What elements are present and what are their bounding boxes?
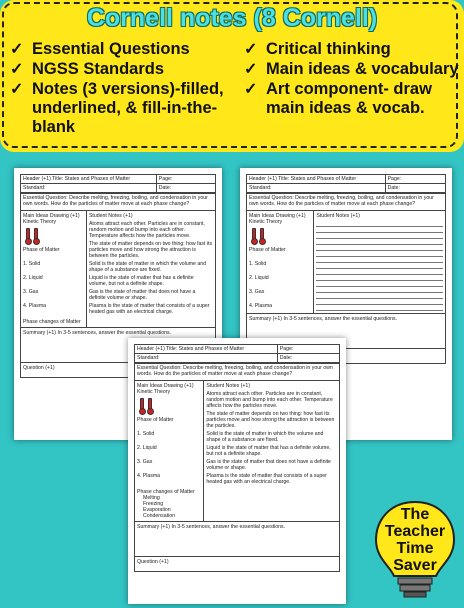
question-box: Question (+1) bbox=[134, 557, 340, 572]
summary-box: Summary (+1) In 3-5 sentences, answer the essential questions. bbox=[134, 522, 340, 557]
feature-item: ✓ Main ideas & vocabulary bbox=[244, 60, 459, 78]
check-icon: ✓ bbox=[10, 41, 24, 58]
main-ideas-column: Main Ideas Drawing (+1) Kinetic Theory Phase of Matter 1. Solid 2. Liquid 3. Gas 4. Plasma bbox=[247, 211, 314, 313]
check-icon: ✓ bbox=[10, 81, 24, 98]
student-notes-column: Student Notes (+1) bbox=[314, 211, 445, 313]
check-icon: ✓ bbox=[10, 61, 24, 78]
logo-text: The Teacher Time Saver bbox=[384, 506, 446, 574]
essential-question: Essential Question: Describe melting, freezing, boiling, and condensation in your own words. How do the particles of matter move at each phase change? bbox=[134, 364, 340, 381]
worksheet-filled: Header (+1) Title: States and Phases of Matter Page: Standard: Date: Essential Question: Describe melting, freezing, boiling, and condensation in your own words. How do the particles of matter move at each phase change? Main Ideas Drawing (+1) Kinetic Theory Phase of Matter 1. Solid 2. Liquid 3. Gas 4. Plasma Phase changes of Matter Student Notes (+1) Atoms attract each other. Particles are in constant, random motion and bump into each other. Temperature affects how the particles move. The state of matter depends on two thing: how fast its particles move and how strong the attraction is between the particles. Solid is the state of matter in which the volume and shape of a substance are fixed. Liquid is the state of matter that has a definite volume, but not a definite shape. Gas is the state of matter that does not have a definite volume or shape. Plasma is the state of matter that consists of a super heated gas with an electrical charge. Summary (+1) In 3-5 sentences, answer the essential questions. Question (+1) bbox=[14, 168, 222, 440]
feature-item: ✓ Critical thinking bbox=[244, 40, 391, 58]
student-notes-column: Student Notes (+1) Atoms attract each other. Particles are in constant, random motion and bump into each other. Temperature affects how the particles move. The state of matter depends on two thing: how fast its particles move and how strong the attraction is between the particles. Solid is the state of matter in which the volume and shape of a substance are fixed. Liquid is the state of matter that has a definite volume, but not a definite shape. Gas is the state of matter that does not have a definite volume or shape. Plasma is the state of matter that consists of a super heated gas with an electrical charge. bbox=[88, 213, 213, 315]
feature-banner bbox=[0, 0, 464, 152]
essential-question: Essential Question: Describe melting, freezing, boiling, and condensation in your own words. How do the particles of matter move at each phase change? bbox=[246, 194, 446, 211]
check-icon: ✓ bbox=[244, 81, 258, 98]
main-ideas-column: Main Ideas Drawing (+1) Kinetic Theory Phase of Matter 1. Solid 2. Liquid 3. Gas 4. Plasma Phase changes of Matter bbox=[21, 211, 87, 327]
check-icon: ✓ bbox=[244, 41, 258, 58]
worksheet-fill-in: Header (+1) Title: States and Phases of Matter Page: Standard: Date: Essential Question: Describe melting, freezing, boiling, and condensation in your own words. How do the particles of matter move at each phase change? Main Ideas Drawing (+1) Kinetic Theory Phase of Matter 1. Solid 2. Liquid 3. Gas 4. Plasma Student Notes (+1) Summary (+1) In 3-5 sentences, answer the essential questions. bbox=[240, 168, 452, 440]
summary-box: Summary (+1) In 3-5 sentences, answer the essential questions. bbox=[20, 328, 216, 363]
worksheet-underlined: Header (+1) Title: States and Phases of Matter Page: Standard: Date: Essential Question: Describe melting, freezing, boiling, and condensation in your own words. How do the particles of matter move at each phase change? Main Ideas Drawing (+1) Kinetic Theory Phase of Matter 1. Solid 2. Liquid 3. Gas 4. Plasma Phase changes of Matter Melting Freezing Evaporation Condensation Student Notes (+1) Atoms attract each other. Particles are in constant, random motion and bump into each other. Temperature affects how the particles move. The state of matter depends on two thing: how fast its particles move and how strong the attraction is between the particles. Solid is the state of matter in which the volume and shape of a substance are fixed. Liquid is the state of matter that has a definite volume, but not a definite shape. Gas is the state of matter that does not have a definite volume or shape. Plasma is the state of matter that consists of a super heated gas with an electrical charge. Summary (+1) In 3-5 sentences, answer the essential questions. Question (+1) bbox=[128, 338, 346, 604]
feature-item: ✓ Art component- draw main ideas & vocab. bbox=[244, 80, 432, 117]
main-ideas-column: Main Ideas Drawing (+1) Kinetic Theory Phase of Matter 1. Solid 2. Liquid 3. Gas 4. Plasma Phase changes of Matter Melting Freezing Evaporation Condensation bbox=[135, 381, 204, 521]
thermometer-icon bbox=[139, 398, 143, 412]
question-box: Question (+1) bbox=[20, 363, 216, 378]
feature-list-right bbox=[240, 40, 460, 119]
thermometer-icon bbox=[259, 228, 263, 242]
thermometer-icon bbox=[251, 228, 255, 242]
feature-item: ✓ Essential Questions bbox=[10, 40, 190, 58]
feature-item: ✓ Notes (3 versions)-filled, underlined, & fill-in-the-blank bbox=[10, 80, 224, 136]
student-notes-column: Student Notes (+1) Atoms attract each other. Particles are in constant, random motion and bump into each other. Temperature affects how the particles move. The state of matter depends on two thing: how fast its particles move and how strong the attraction is between the particles. Solid is the state of matter in which the volume and shape of a substance are fixed. Liquid is the state of matter that has a definite volume, but not a definite shape. Gas is the state of matter that does not have a definite volume or shape. Plasma is the state of matter that consists of a super heated gas with an electrical charge. bbox=[206, 383, 335, 485]
feature-list-left bbox=[6, 40, 238, 138]
sheet-header-title: Header (+1) Title: States and Phases of Matter bbox=[247, 175, 386, 184]
thermometer-icon bbox=[33, 228, 37, 242]
teacher-time-saver-logo bbox=[370, 500, 460, 600]
sheet-header-title: Header (+1) Title: States and Phases of Matter bbox=[21, 175, 157, 184]
essential-question: Essential Question: Describe melting, freezing, boiling, and condensation in your own words. How do the particles of matter move at each phase change? bbox=[20, 194, 216, 211]
check-icon: ✓ bbox=[244, 61, 258, 78]
sheet-header-title: Header (+1) Title: States and Phases of Matter bbox=[135, 345, 278, 354]
feature-item: ✓ NGSS Standards bbox=[10, 60, 165, 78]
thermometer-icon bbox=[25, 228, 29, 242]
thermometer-icon bbox=[147, 398, 151, 412]
summary-box: Summary (+1) In 3-5 sentences, answer the essential questions. bbox=[246, 314, 446, 349]
banner-title: Cornell notes (8 Cornell) bbox=[86, 4, 378, 32]
